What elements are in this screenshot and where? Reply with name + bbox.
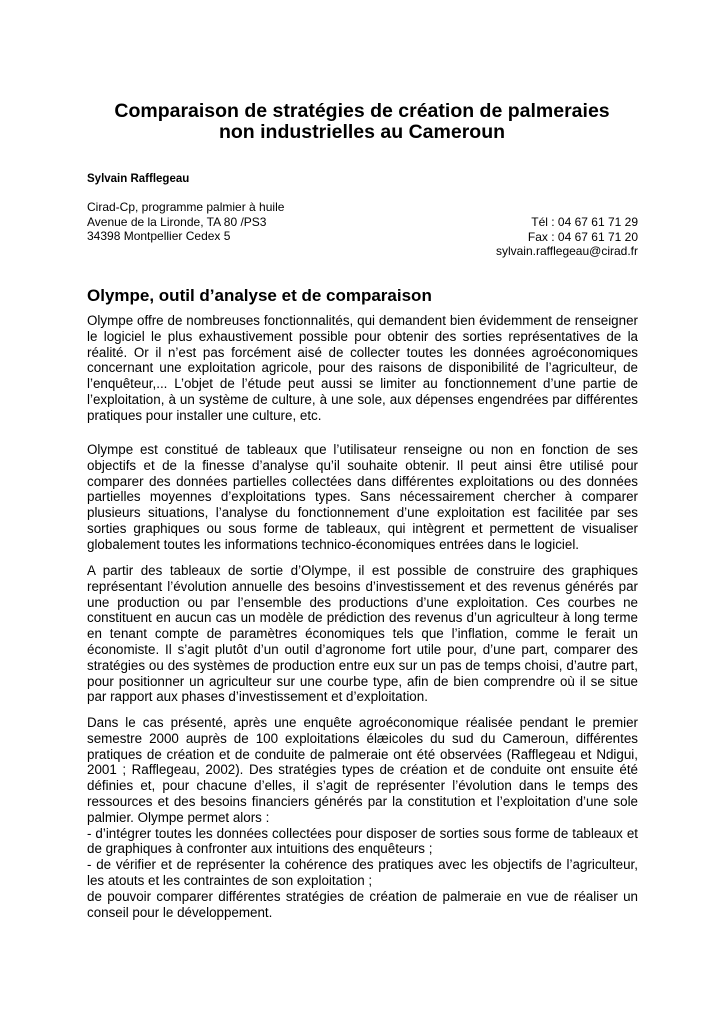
section-heading: Olympe, outil d’analyse et de comparaison [87, 286, 432, 305]
paragraph-line: Olympe est constitué de tableaux que l’utilisateur renseigne ou non en fonction de ses [87, 442, 638, 457]
paragraph [87, 442, 638, 553]
paragraph-line: les atouts et les contraintes de son exploitation ; [87, 872, 373, 888]
address-line: Avenue de la Lironde, TA 80 /PS3 [87, 214, 267, 229]
paragraph-line: conseil pour le développement. [87, 904, 273, 920]
title-line: non industrielles au Cameroun [218, 121, 506, 143]
paragraph [87, 715, 638, 920]
paragraph-line: définies et, pour chacune d’elles, il s’agit de représenter l’évolution dans le temps des [87, 778, 638, 794]
author-name: Sylvain Rafflegeau [87, 173, 190, 185]
paragraph-line: une production ou par l’ensemble des productions d’une exploitation. Ces courbes ne [87, 594, 638, 610]
fax: Fax : 04 67 61 71 20 [527, 229, 638, 244]
paragraph-line: palmier. Olympe permet alors : [87, 809, 270, 825]
paragraph-line: stratégies ou des systèmes de production entre eux sur un pas de temps choisi, d’autre part, [87, 657, 638, 673]
paragraph-line: partielles moyennes d’exploitations types. Sans nécessairement chercher à comparer [87, 489, 638, 505]
paragraph-line: pratiques pour installer une culture, etc. [87, 407, 322, 423]
paragraph-line: globalement toutes les informations technico-économiques entrées dans le logiciel. [87, 536, 580, 552]
paragraph [87, 313, 638, 424]
paragraph-line: en tenant compte de paramètres économiques tels que l’inflation, comme le ferait un [87, 626, 638, 642]
paragraph-line: pratiques de création et de conduite de palmeraie ont été observées (Rafflegeau et Ndigui, [87, 746, 638, 762]
paragraph-line: - de vérifier et de représenter la cohérence des pratiques avec les objectifs de l’agriculteur, [87, 857, 638, 873]
paragraph-line: économiste. Il s’agit plutôt d’un outil d’agronome fort utile pour, d’une part, comparer des [87, 641, 638, 657]
paragraph-line: - d’intégrer toutes les données collectées pour disposer de sorties sous forme de tableaux et [87, 825, 638, 841]
paragraph-line: l’exploitation, à un système de culture, à une sole, aux dépenses engendrées par différentes [87, 391, 638, 407]
paragraph-line: objectifs et de la finesse d’analyse qu’il souhaite obtenir. Il peut ainsi être utilisé pour [87, 457, 638, 473]
paragraph-line: l’enquêteur,... L’objet de l’étude peut aussi se limiter au fonctionnement d’une partie de [87, 376, 638, 392]
paragraph-line: par rapport aux phases d’investissement et d’exploitation. [87, 689, 428, 705]
paragraph-line: de pouvoir comparer différentes stratégies de création de palmeraie en vue de réaliser un [87, 888, 638, 904]
document-title [60, 101, 664, 143]
author-contact [496, 215, 638, 259]
paragraph-line: concernant une exploitation agricole, pour des raisons de disponibilité de l’agriculteur, de [87, 360, 638, 376]
address-line: 34398 Montpellier Cedex 5 [87, 229, 231, 244]
paragraph-line: de graphiques à confronter aux intuitions des enquêteurs ; [87, 841, 433, 857]
address-line: Cirad-Cp, programme palmier à huile [87, 200, 285, 214]
paragraph-line: constituent en aucun cas un modèle de prédiction des revenus d’un agriculteur à long terme [87, 610, 638, 626]
paragraph-line: le logiciel le plus exhaustivement possible pour obtenir des sorties représentatives de la [87, 328, 638, 344]
author-address [87, 200, 284, 244]
paragraph-line: plusieurs situations, l’analyse du fonctionnement d’une exploitation est facilitée par ses [87, 505, 638, 521]
paragraph [87, 563, 638, 705]
paragraph-line: semestre 2000 auprès de 100 exploitations élæicoles du sud du Cameroun, différentes [87, 730, 638, 746]
paragraph-line: 2001 ; Rafflegeau, 2002). Des stratégies types de création et de conduite ont ensuite été [87, 762, 638, 778]
paragraph-line: réalité. Or il n’est pas forcément aisé de collecter toutes les données agroéconomiques [87, 344, 638, 360]
paragraph-line: comparer des données partielles collectées dans différentes exploitations ou des données [87, 473, 638, 489]
title-line: Comparaison de stratégies de création de palmeraies [114, 100, 610, 122]
phone: Tél : 04 67 61 71 29 [531, 215, 638, 229]
paragraph-line: pour positionner un agriculteur sur une courbe type, afin de bien comprendre où il se situe [87, 673, 638, 689]
email: sylvain.rafflegeau@cirad.fr [495, 244, 638, 259]
paragraph-line: Dans le cas présenté, après une enquête agroéconomique réalisée pendant le premier [87, 715, 638, 730]
paragraph-line: ressources et des besoins financiers générés par la constitution et l’exploitation d’une sole [87, 793, 638, 809]
paragraph-line: sorties graphiques ou sous forme de tableaux, qui intègrent et permettent de visualiser [87, 520, 638, 536]
paragraph-line: représentant l’évolution annuelle des besoins d’investissement et des revenus générés par [87, 578, 638, 594]
paragraph-line: A partir des tableaux de sortie d’Olympe, il est possible de construire des graphiques [87, 563, 638, 578]
paragraph-line: Olympe offre de nombreuses fonctionnalités, qui demandent bien évidemment de renseigner [87, 313, 638, 328]
